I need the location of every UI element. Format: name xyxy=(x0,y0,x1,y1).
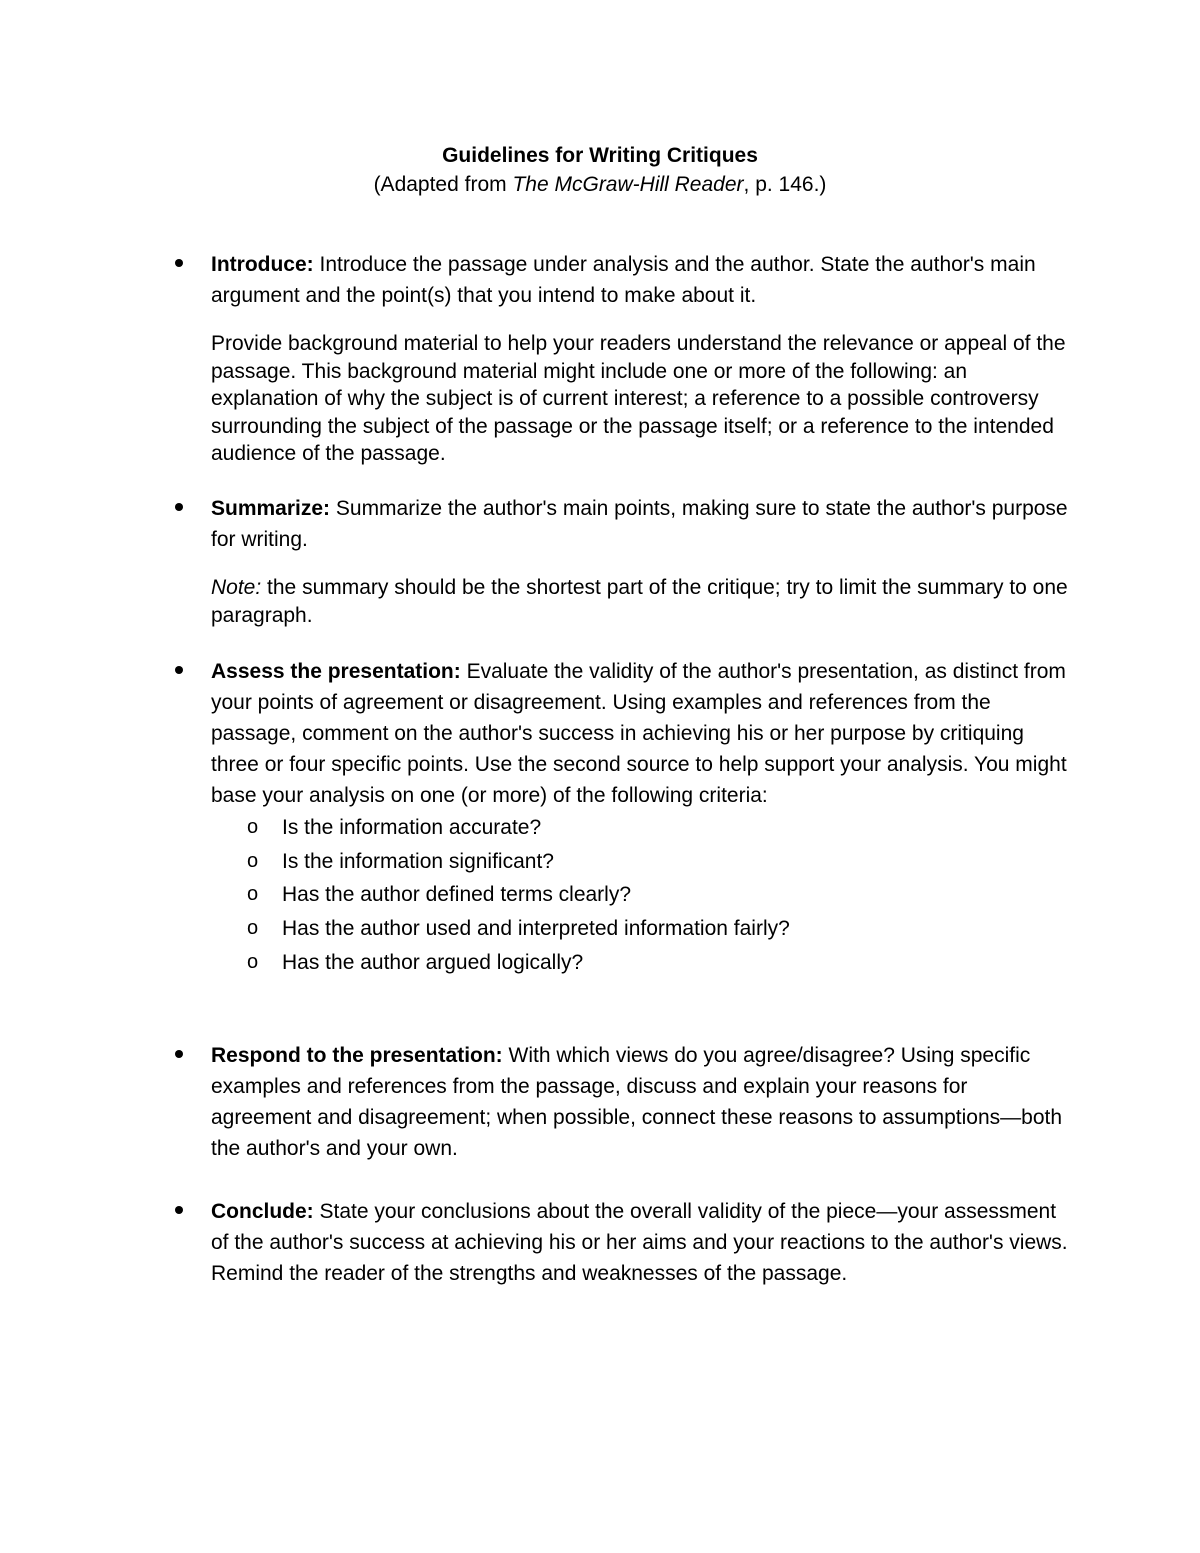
bullet-icon xyxy=(175,1206,183,1214)
circle-bullet-icon: o xyxy=(247,816,259,838)
note-body: the summary should be the shortest part of the critique; try to limit the summary to one paragraph. xyxy=(211,576,1068,627)
criteria-list xyxy=(211,811,1071,980)
bullet-icon xyxy=(175,1050,183,1058)
criteria-item xyxy=(211,878,1071,912)
section-respond xyxy=(211,1040,1071,1164)
criteria-text: Has the author used and interpreted information fairly? xyxy=(282,917,790,941)
circle-bullet-icon: o xyxy=(247,883,259,906)
assess-body: Evaluate the validity of the author's presentation, as distinct from your points of agreement or disagreement. Using examples and references from the passage, comment on the author's success in achieving his or her purpose by critiquing three or four specific points. Use the second source to help support your analysis. You might base your analysis on one (or more) of the following criteria: xyxy=(211,660,1067,807)
title-block xyxy=(0,141,1200,199)
section-conclude xyxy=(211,1196,1071,1289)
criteria-item xyxy=(211,946,1071,980)
assess-paragraph xyxy=(211,656,1071,811)
circle-bullet-icon: o xyxy=(247,950,259,973)
circle-bullet-icon: o xyxy=(247,917,259,940)
note-label: Note: xyxy=(211,576,262,599)
circle-bullet-icon: o xyxy=(247,849,259,872)
introduce-lead: Introduce: xyxy=(211,253,314,276)
document-title: Guidelines for Writing Critiques xyxy=(442,144,758,167)
respond-body: With which views do you agree/disagree? Using specific examples and references from the passage, discuss and explain your reasons for agreement and disagreement; when possible, connect these reasons to assumptions—both the author's and your own. xyxy=(211,1044,1063,1160)
section-summarize xyxy=(211,493,1071,629)
bullet-icon xyxy=(175,503,183,511)
bullet-icon xyxy=(175,666,183,674)
criteria-item xyxy=(211,845,1071,879)
summarize-body: Summarize the author's main points, making sure to state the author's purpose for writing. xyxy=(211,497,1068,551)
assess-lead: Assess the presentation: xyxy=(211,660,461,683)
criteria-item xyxy=(211,811,1071,845)
section-introduce xyxy=(211,249,1071,468)
subtitle-prefix: (Adapted from xyxy=(373,173,513,196)
document-subtitle xyxy=(0,170,1200,199)
subtitle-book-title: The McGraw-Hill Reader xyxy=(512,173,744,196)
conclude-lead: Conclude: xyxy=(211,1200,314,1223)
respond-lead: Respond to the presentation: xyxy=(211,1044,503,1067)
introduce-background-paragraph: Provide background material to help your readers understand the relevance or appeal of the passage. This background material might include one or more of the following: an explanation of why the subject is of current interest; a reference to a possible controversy surrounding the subject of the passage or the passage itself; or a reference to the intended audience of the passage. xyxy=(211,332,1066,465)
criteria-item xyxy=(211,912,1071,946)
introduce-paragraph xyxy=(211,249,1071,311)
criteria-text: Is the information significant? xyxy=(282,849,554,873)
bullet-icon xyxy=(175,259,183,267)
subtitle-suffix: , p. 146.) xyxy=(743,173,827,196)
summarize-note-paragraph xyxy=(211,574,1071,629)
criteria-text: Has the author defined terms clearly? xyxy=(282,883,632,907)
introduce-body: Introduce the passage under analysis and the author. State the author's main argument and the point(s) that you intend to make about it. xyxy=(211,253,1036,307)
criteria-text: Has the author argued logically? xyxy=(282,950,584,974)
summarize-lead: Summarize: xyxy=(211,497,331,520)
respond-paragraph xyxy=(211,1040,1071,1164)
summarize-paragraph xyxy=(211,493,1071,555)
conclude-paragraph xyxy=(211,1196,1071,1289)
criteria-text: Is the information accurate? xyxy=(282,816,542,839)
conclude-body: State your conclusions about the overall validity of the piece—your assessment of the author's success at achieving his or her aims and your reactions to the author's views. Remind the reader of the strengths and weaknesses of the passage. xyxy=(211,1200,1068,1285)
section-assess xyxy=(211,656,1071,980)
